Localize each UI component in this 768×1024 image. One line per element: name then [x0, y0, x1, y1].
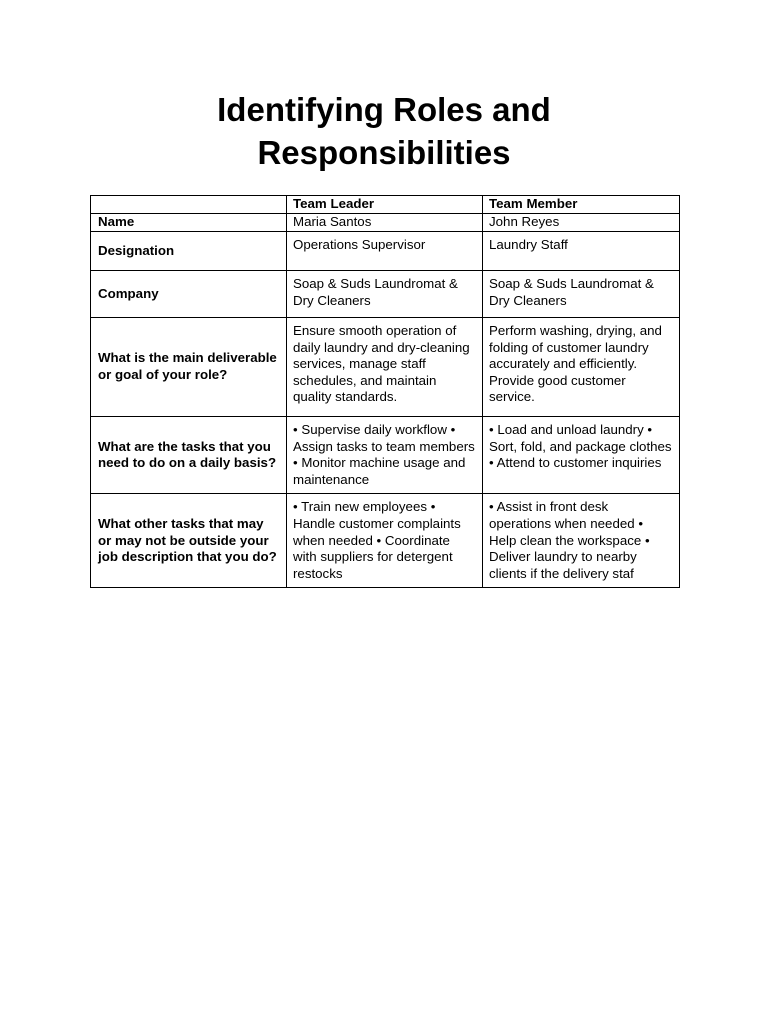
- table-header-row: [91, 196, 680, 214]
- member-other-tasks-cell: • Assist in front desk operations when needed • Help clean the workspace • Deliver laundry to nearby clients if the delivery staf: [483, 494, 680, 588]
- page-title: [0, 88, 768, 174]
- roles-table: [90, 195, 680, 588]
- table-row-designation: [91, 232, 680, 271]
- leader-company-cell: Soap & Suds Laundromat & Dry Cleaners: [287, 271, 483, 318]
- leader-daily-tasks-cell: • Supervise daily workflow • Assign tasks to team members • Monitor machine usage and maintenance: [287, 417, 483, 494]
- leader-goal-cell: Ensure smooth operation of daily laundry and dry-cleaning services, manage staff schedules, and maintain quality standards.: [287, 318, 483, 417]
- member-designation-cell: Laundry Staff: [483, 232, 680, 271]
- page-title-line-1: Identifying Roles and: [217, 91, 551, 128]
- row-label-company: Company: [91, 271, 287, 318]
- member-daily-tasks-cell: • Load and unload laundry • Sort, fold, and package clothes • Attend to customer inquiries: [483, 417, 680, 494]
- table-row-company: [91, 271, 680, 318]
- member-goal-cell: Perform washing, drying, and folding of customer laundry accurately and efficiently. Provide good customer service.: [483, 318, 680, 417]
- member-company-cell: Soap & Suds Laundromat & Dry Cleaners: [483, 271, 680, 318]
- row-label-designation: Designation: [91, 232, 287, 271]
- leader-designation-cell: Operations Supervisor: [287, 232, 483, 271]
- page-title-line-2: Responsibilities: [257, 134, 511, 171]
- row-label-name: Name: [91, 214, 287, 232]
- row-label-other-tasks: What other tasks that may or may not be outside your job description that you do?: [91, 494, 287, 588]
- header-cell-team-leader: Team Leader: [287, 196, 483, 214]
- leader-other-tasks-cell: • Train new employees • Handle customer complaints when needed • Coordinate with suppliers for detergent restocks: [287, 494, 483, 588]
- table-row-other-tasks: [91, 494, 680, 588]
- row-label-daily-tasks: What are the tasks that you need to do on a daily basis?: [91, 417, 287, 494]
- leader-name-cell: Maria Santos: [287, 214, 483, 232]
- member-name-cell: John Reyes: [483, 214, 680, 232]
- table-row-daily-tasks: [91, 417, 680, 494]
- table-row-name: [91, 214, 680, 232]
- row-label-main-goal: What is the main deliverable or goal of your role?: [91, 318, 287, 417]
- header-cell-team-member: Team Member: [483, 196, 680, 214]
- table-row-main-goal: [91, 318, 680, 417]
- header-cell-empty: [91, 196, 287, 214]
